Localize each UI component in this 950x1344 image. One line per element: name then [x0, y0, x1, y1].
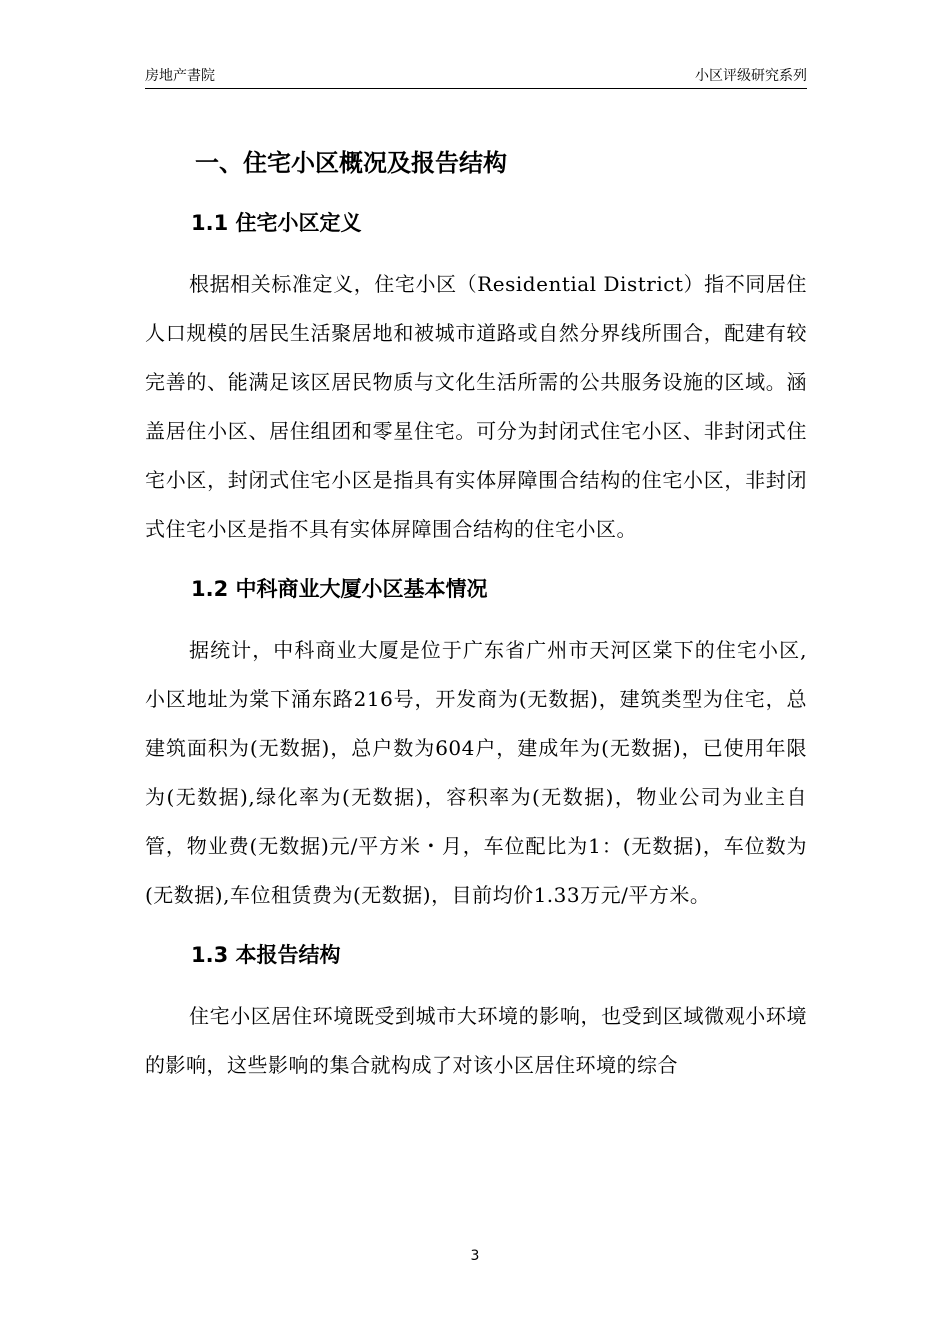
header-publisher: 房地产書院	[145, 68, 215, 84]
page-number: 3	[470, 1248, 480, 1264]
header-series-title: 小区评级研究系列	[695, 68, 807, 84]
section-paragraph-1-1: 根据相关标准定义，住宅小区（Residential District）指不同居住人口规模的居民生活聚居地和被城市道路或自然分界线所围合，配建有较完善的、能满足该区居民物质与文化生活所需的公共服务设施的区域。涵盖居住小区、居住组团和零星住宅。可分为封闭式住宅小区、非封闭式住宅小区，封闭式住宅小区是指具有实体屏障围合结构的住宅小区，非封闭式住宅小区是指不具有实体屏障围合结构的住宅小区。	[145, 272, 807, 541]
chapter-title: 一、住宅小区概况及报告结构	[195, 149, 507, 177]
section-paragraph-1-3: 住宅小区居住环境既受到城市大环境的影响，也受到区域微观小环境的影响，这些影响的集合就构成了对该小区居住环境的综合	[145, 1004, 807, 1077]
page-body	[145, 140, 807, 1090]
section-title-1-1: 1.1 住宅小区定义	[191, 211, 362, 235]
page-header	[145, 64, 807, 89]
section-title-1-2: 1.2 中科商业大厦小区基本情况	[191, 577, 488, 601]
section-title-1-3: 1.3 本报告结构	[191, 943, 341, 967]
section-paragraph-1-2: 据统计，中科商业大厦是位于广东省广州市天河区棠下的住宅小区,小区地址为棠下涌东路216号，开发商为(无数据)，建筑类型为住宅，总建筑面积为(无数据)，总户数为604户，建成年为(无数据)，已使用年限为(无数据),绿化率为(无数据)，容积率为(无数据)，物业公司为业主自管，物业费(无数据)元/平方米・月，车位配比为1：(无数据)，车位数为(无数据),车位租赁费为(无数据)，目前均价1.33万元/平方米。	[145, 638, 807, 907]
